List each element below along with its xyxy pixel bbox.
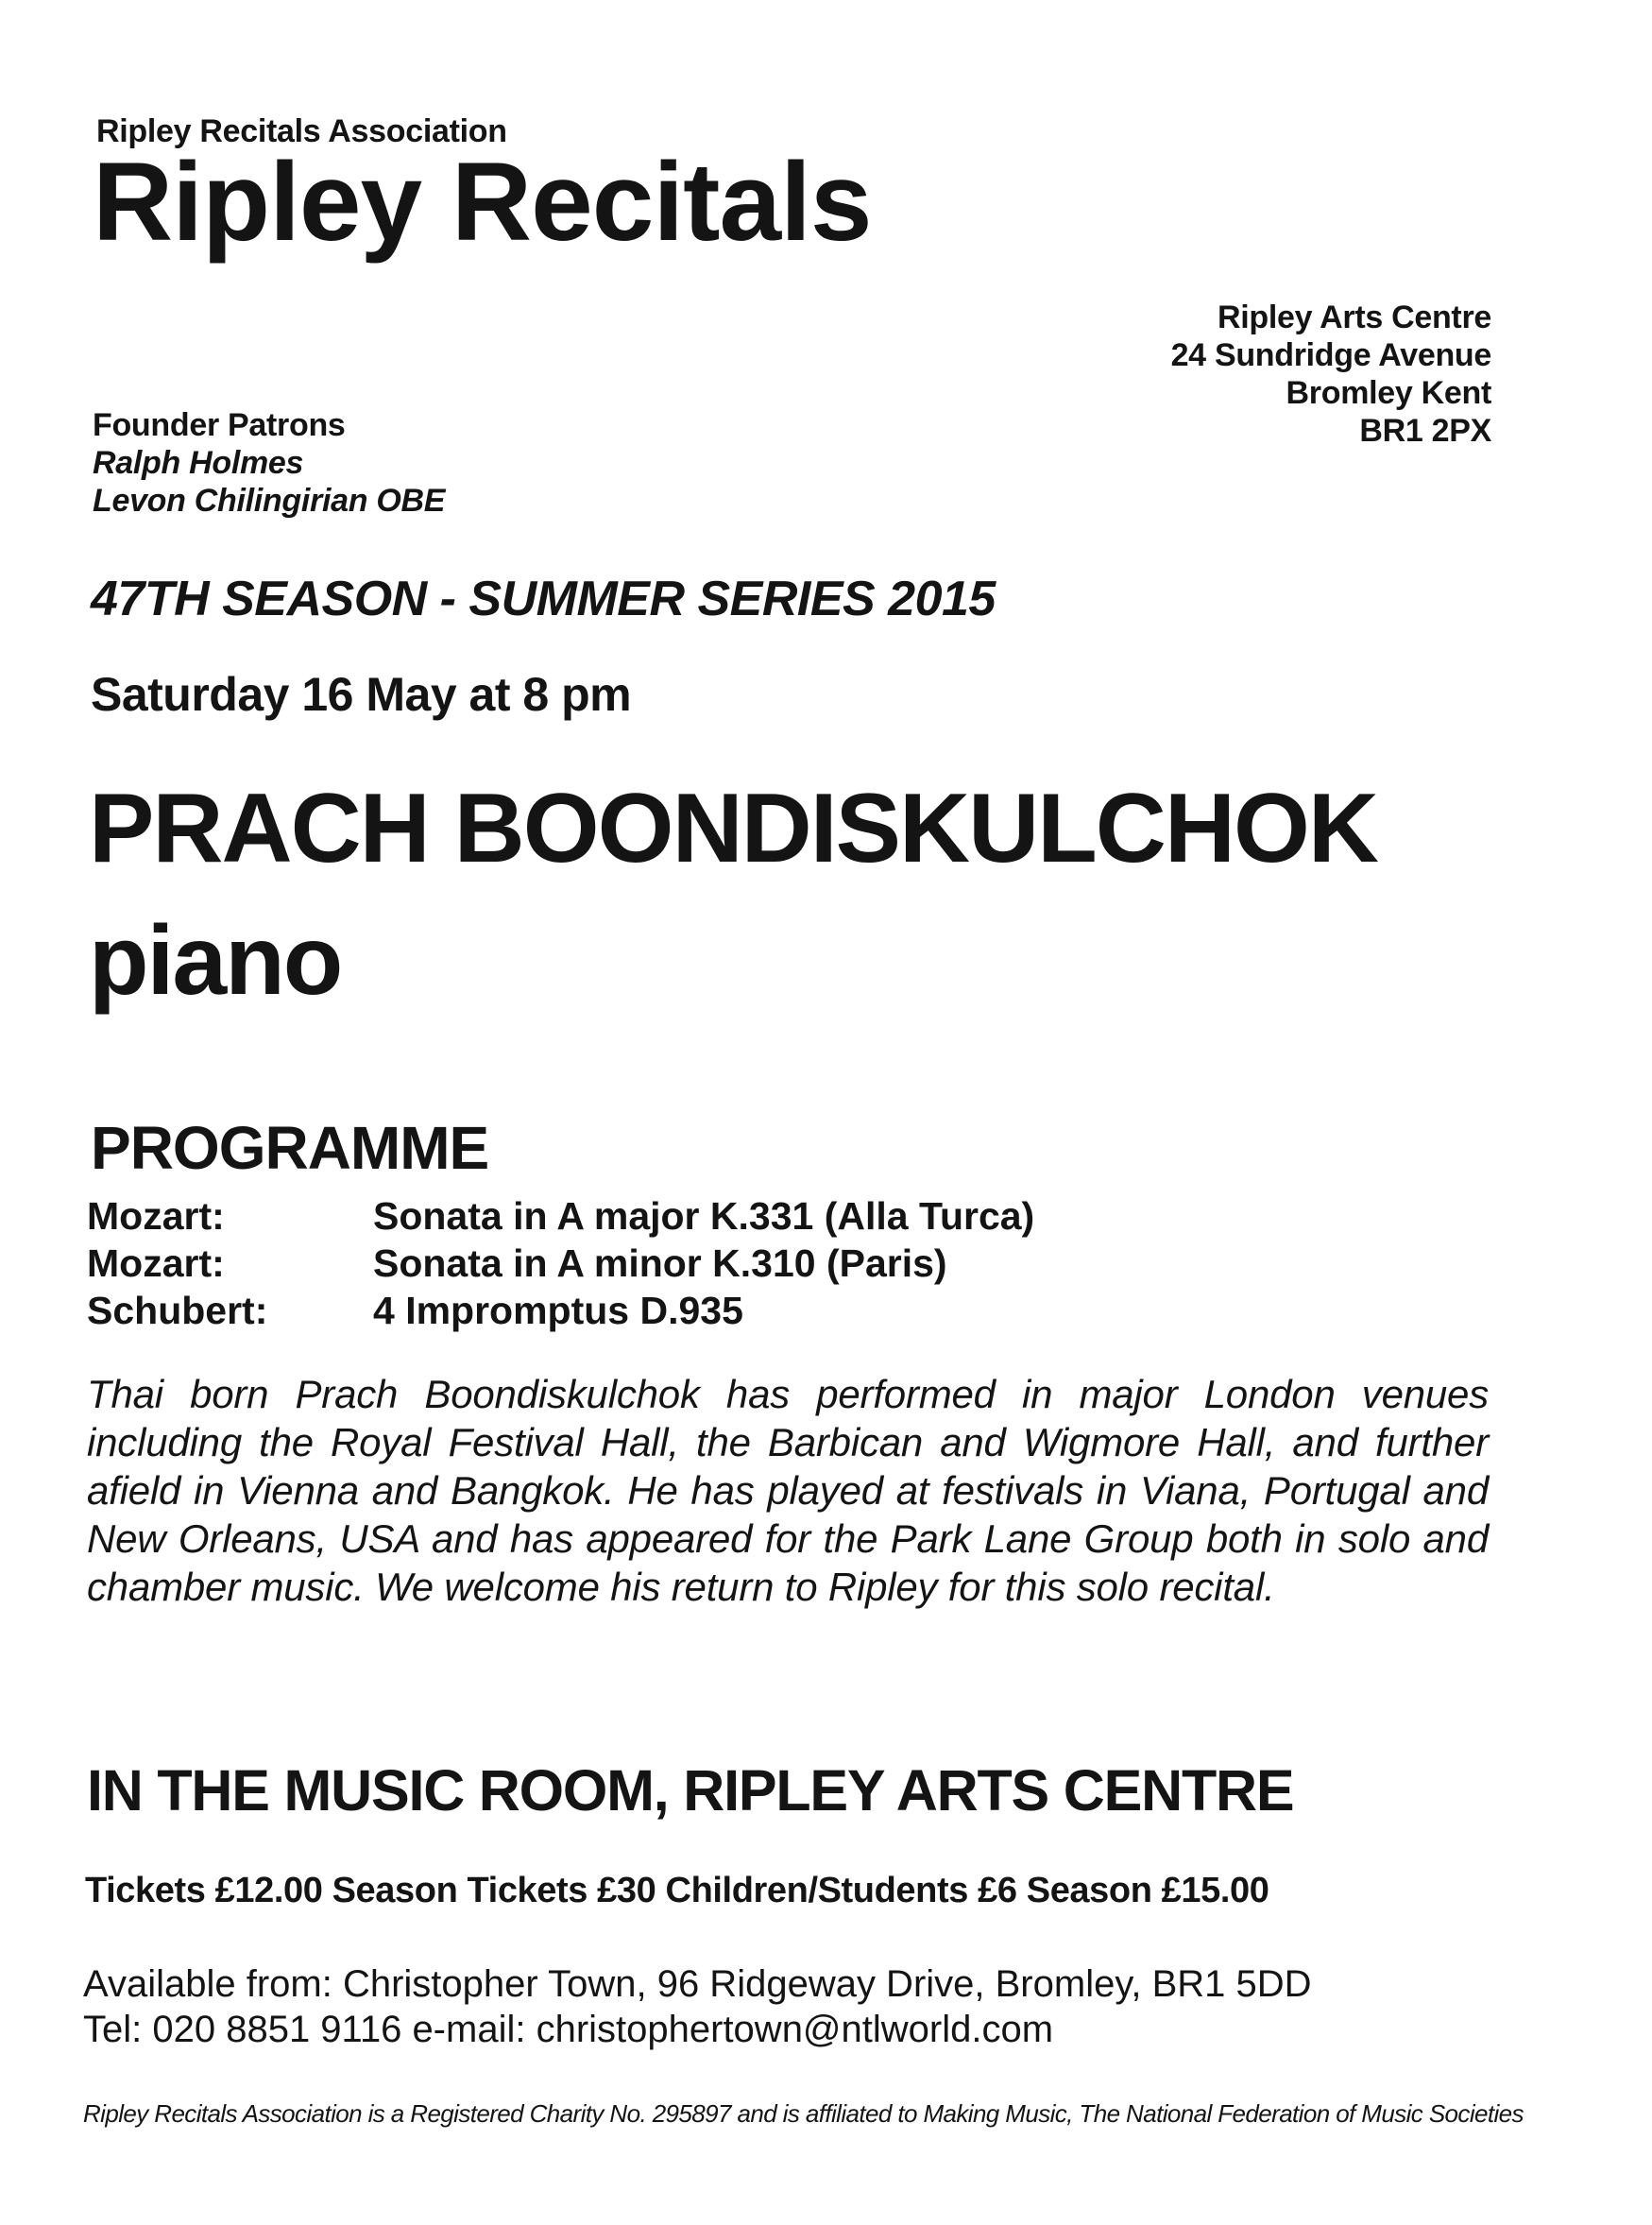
- patron-name: Levon Chilingirian OBE: [93, 483, 446, 519]
- availability-contact: Tel: 020 8851 9116 e-mail: christophertown@ntlworld.com: [83, 2009, 1054, 2050]
- venue-address: [1171, 299, 1491, 450]
- performer-biography: Thai born Prach Boondiskulchok has performed in major London venues including the Royal Festival Hall, the Barbican and Wigmore Hall, and further afield in Vienna and Bangkok. He has played at festivals in Viana, Portugal and New Orleans, USA and has appeared for the Park Lane Group both in solo and chamber music. We welcome his return to Ripley for this solo recital.: [87, 1372, 1489, 1609]
- programme-work: Sonata in A minor K.310 (Paris): [373, 1241, 947, 1285]
- event-date: Saturday 16 May at 8 pm: [91, 668, 632, 721]
- programme-work: Sonata in A major K.331 (Alla Turca): [373, 1193, 1035, 1238]
- programme-list: [87, 1192, 1034, 1334]
- address-line: Ripley Arts Centre: [1218, 300, 1491, 335]
- patrons-heading: Founder Patrons: [93, 407, 346, 443]
- page-title: Ripley Recitals: [93, 140, 872, 265]
- performer-name: PRACH BOONDISKULCHOK: [89, 774, 1377, 883]
- venue-heading: IN THE MUSIC ROOM, RIPLEY ARTS CENTRE: [87, 1758, 1294, 1823]
- founder-patrons: [93, 406, 445, 520]
- programme-composer: Mozart:: [87, 1193, 225, 1238]
- season-title: 47TH SEASON - SUMMER SERIES 2015: [91, 572, 996, 626]
- organisation-name: Ripley Recitals Association: [96, 113, 507, 149]
- programme-heading: PROGRAMME: [91, 1114, 489, 1182]
- programme-composer: Schubert:: [87, 1288, 268, 1332]
- programme-composer: Mozart:: [87, 1241, 225, 1285]
- performer-instrument: piano: [89, 906, 342, 1016]
- availability-address: Available from: Christopher Town, 96 Ridgeway Drive, Bromley, BR1 5DD: [83, 1963, 1312, 2005]
- ticket-prices: Tickets £12.00 Season Tickets £30 Children/Students £6 Season £15.00: [85, 1871, 1269, 1910]
- ticket-availability: [83, 1961, 1312, 2052]
- address-line: BR1 2PX: [1359, 413, 1491, 449]
- programme-work: 4 Impromptus D.935: [373, 1288, 743, 1332]
- programme-row: [87, 1287, 1034, 1334]
- patron-name: Ralph Holmes: [93, 445, 304, 481]
- address-line: Bromley Kent: [1286, 375, 1491, 411]
- charity-footer: Ripley Recitals Association is a Registered Charity No. 295897 and is affiliated to Making Music, The National Federation of Music Societies: [83, 2099, 1524, 2128]
- programme-row: [87, 1192, 1034, 1240]
- address-line: 24 Sundridge Avenue: [1170, 337, 1491, 373]
- programme-row: [87, 1240, 1034, 1287]
